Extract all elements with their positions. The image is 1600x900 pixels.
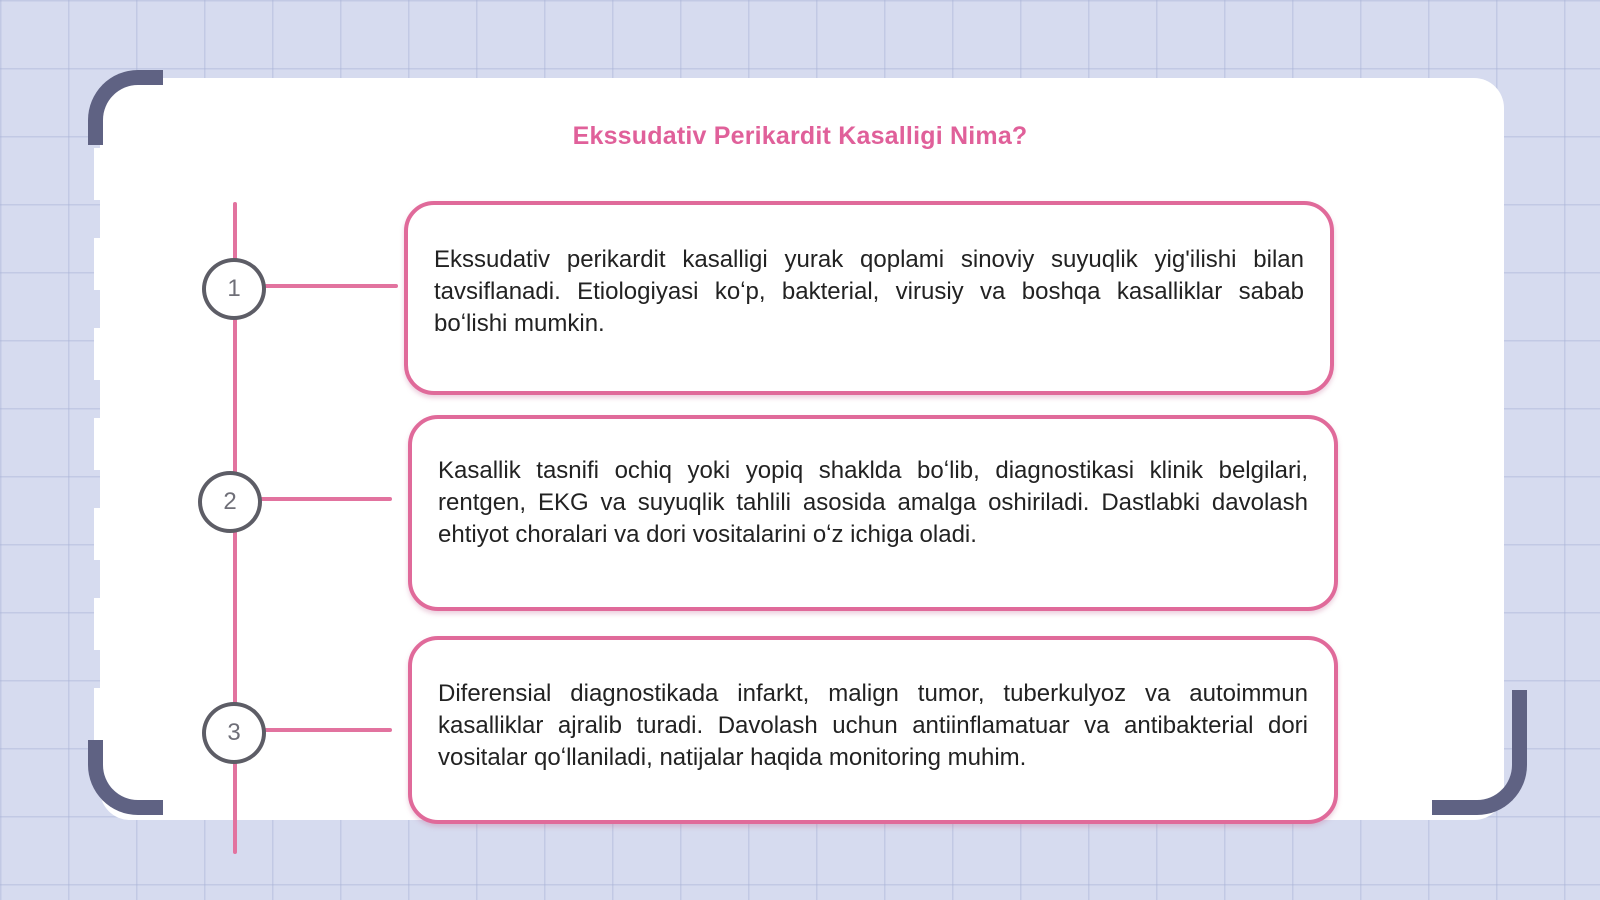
step-number-2: 2 bbox=[198, 471, 262, 533]
step-card-1 bbox=[404, 201, 1334, 395]
step-number-1: 1 bbox=[202, 258, 266, 320]
frame-corner-bottom-right bbox=[1432, 690, 1527, 815]
connector-2 bbox=[258, 497, 392, 501]
connector-1 bbox=[262, 284, 398, 288]
step-number-3: 3 bbox=[202, 702, 266, 764]
step-text-3: Diferensial diagnostikada infarkt, malign tumor, tuberkulyoz va autoimmun kasalliklar ajralib turadi. Davolash uchun antiinflamatuar va antibakterial dori vositalar qoʻllaniladi, natijalar haqida monitoring muhim. bbox=[438, 680, 1308, 771]
step-text-1: Ekssudativ perikardit kasalligi yurak qoplami sinoviy suyuqlik yig'ilishi bilan tavsiflanadi. Etiologiyasi koʻp, bakterial, virusiy va boshqa kasalliklar sabab boʻlishi mumkin. bbox=[434, 246, 1304, 337]
step-text-2: Kasallik tasnifi ochiq yoki yopiq shaklda boʻlib, diagnostikasi klinik belgilari, rentgen, EKG va suyuqlik tahlili asosida amalga oshiriladi. Dastlabki davolash ehtiyot choralari va dori vositalarini oʻz ichiga oladi. bbox=[438, 457, 1308, 548]
connector-3 bbox=[262, 728, 392, 732]
frame-corner-bottom-left bbox=[88, 740, 163, 815]
slide-title: Ekssudativ Perikardit Kasalligi Nima? bbox=[572, 122, 1028, 150]
step-card-2 bbox=[408, 415, 1338, 611]
step-card-3 bbox=[408, 636, 1338, 824]
